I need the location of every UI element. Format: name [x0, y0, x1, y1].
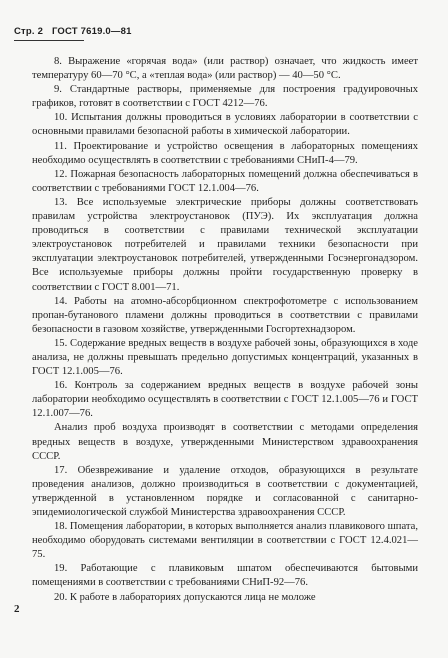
paragraph-10: 10. Испытания должны проводиться в условиях лаборатории в соответствии с основными правилами безопасной работы в химической лаборатории. [32, 112, 418, 138]
paragraph-16: 16. Контроль за содержанием вредных веществ в воздухе рабочей зоны лаборатории необходимо осуществлять в соответствии с ГОСТ 12.1.005—76 и ГОСТ 12.1.007—76. [32, 380, 418, 420]
paragraph-20: 20. К работе в лабораториях допускаются лица не моложе [54, 591, 316, 603]
paragraph-11: 11. Проектирование и устройство освещения в лабораторных помещениях необходимо осуществлять в соответствии с требованиями СНиП-4—79. [32, 140, 418, 166]
paragraph-9: 9. Стандартные растворы, применяемые для построения градуировочных графиков, готовят в соответствии с ГОСТ 4212—76. [32, 84, 418, 110]
paragraph-8: 8. Выражение «горячая вода» (или раствор) означает, что жидкость имеет температуру 60—70 °С, а «теплая вода» (или раствор) — 40—50 °С. [32, 56, 418, 82]
paragraph-12: 12. Пожарная безопасность лабораторных помещений должна обеспечиваться в соответствии с требованиями ГОСТ 12.1.004—76. [32, 168, 418, 194]
paragraph-18: 18. Помещения лаборатории, в которых выполняется анализ плавикового шпата, необходимо оборудовать системами вентиляции в соответствии с ГОСТ 12.4.021—75. [32, 521, 418, 561]
paragraph-17: 17. Обезвреживание и удаление отходов, образующихся в результате проведения анализов, должно производиться в соответствии с документацией, утвержденной в установленном порядке и согласованной с санитарно-эпидемиологической службой Министерства здравоохранения СССР. [32, 464, 418, 518]
page-header [14, 26, 138, 37]
page-label: Стр. 2 [14, 26, 44, 37]
paragraph-19: 19. Работающие с плавиковым шпатом обеспечиваются бытовыми помещениями в соответствии с требованиями СНиП-92—76. [32, 563, 418, 589]
paragraph-14: 14. Работы на атомно-абсорбционном спектрофотометре с использованием пропан-бутанового пламени должны проводиться в соответствии с правилами безопасности в газовом хозяйстве, утвержденными Госгортехнадзором. [32, 295, 418, 335]
paragraph-air-analysis: Анализ проб воздуха производят в соответствии с методами определения вредных веществ в воздухе, утвержденными Министерством здравоохранения СССР. [32, 422, 418, 462]
page-number: 2 [14, 603, 20, 615]
document-body [32, 55, 418, 605]
header-rule [14, 40, 84, 41]
paragraph-15: 15. Содержание вредных веществ в воздухе рабочей зоны, образующихся в ходе анализа, не должны превышать предельно допустимых концентраций, указанных в ГОСТ 12.1.005—76. [32, 337, 418, 378]
paragraph-13: 13. Все используемые электрические приборы должны соответствовать правилам устройства электроустановок (ПУЭ). Их эксплуатация должна проводиться в соответствии с правилами технической эксплуатации электроустановок потребителей и правилами техники безопасности при эксплуатации электроустановок потребителей, утвержденными Госэнергонадзором. Все используемые приборы должны пройти государственную проверку в соответствии с ГОСТ 8.001—71. [32, 196, 418, 293]
standard-code: ГОСТ 7619.0—81 [51, 26, 132, 37]
